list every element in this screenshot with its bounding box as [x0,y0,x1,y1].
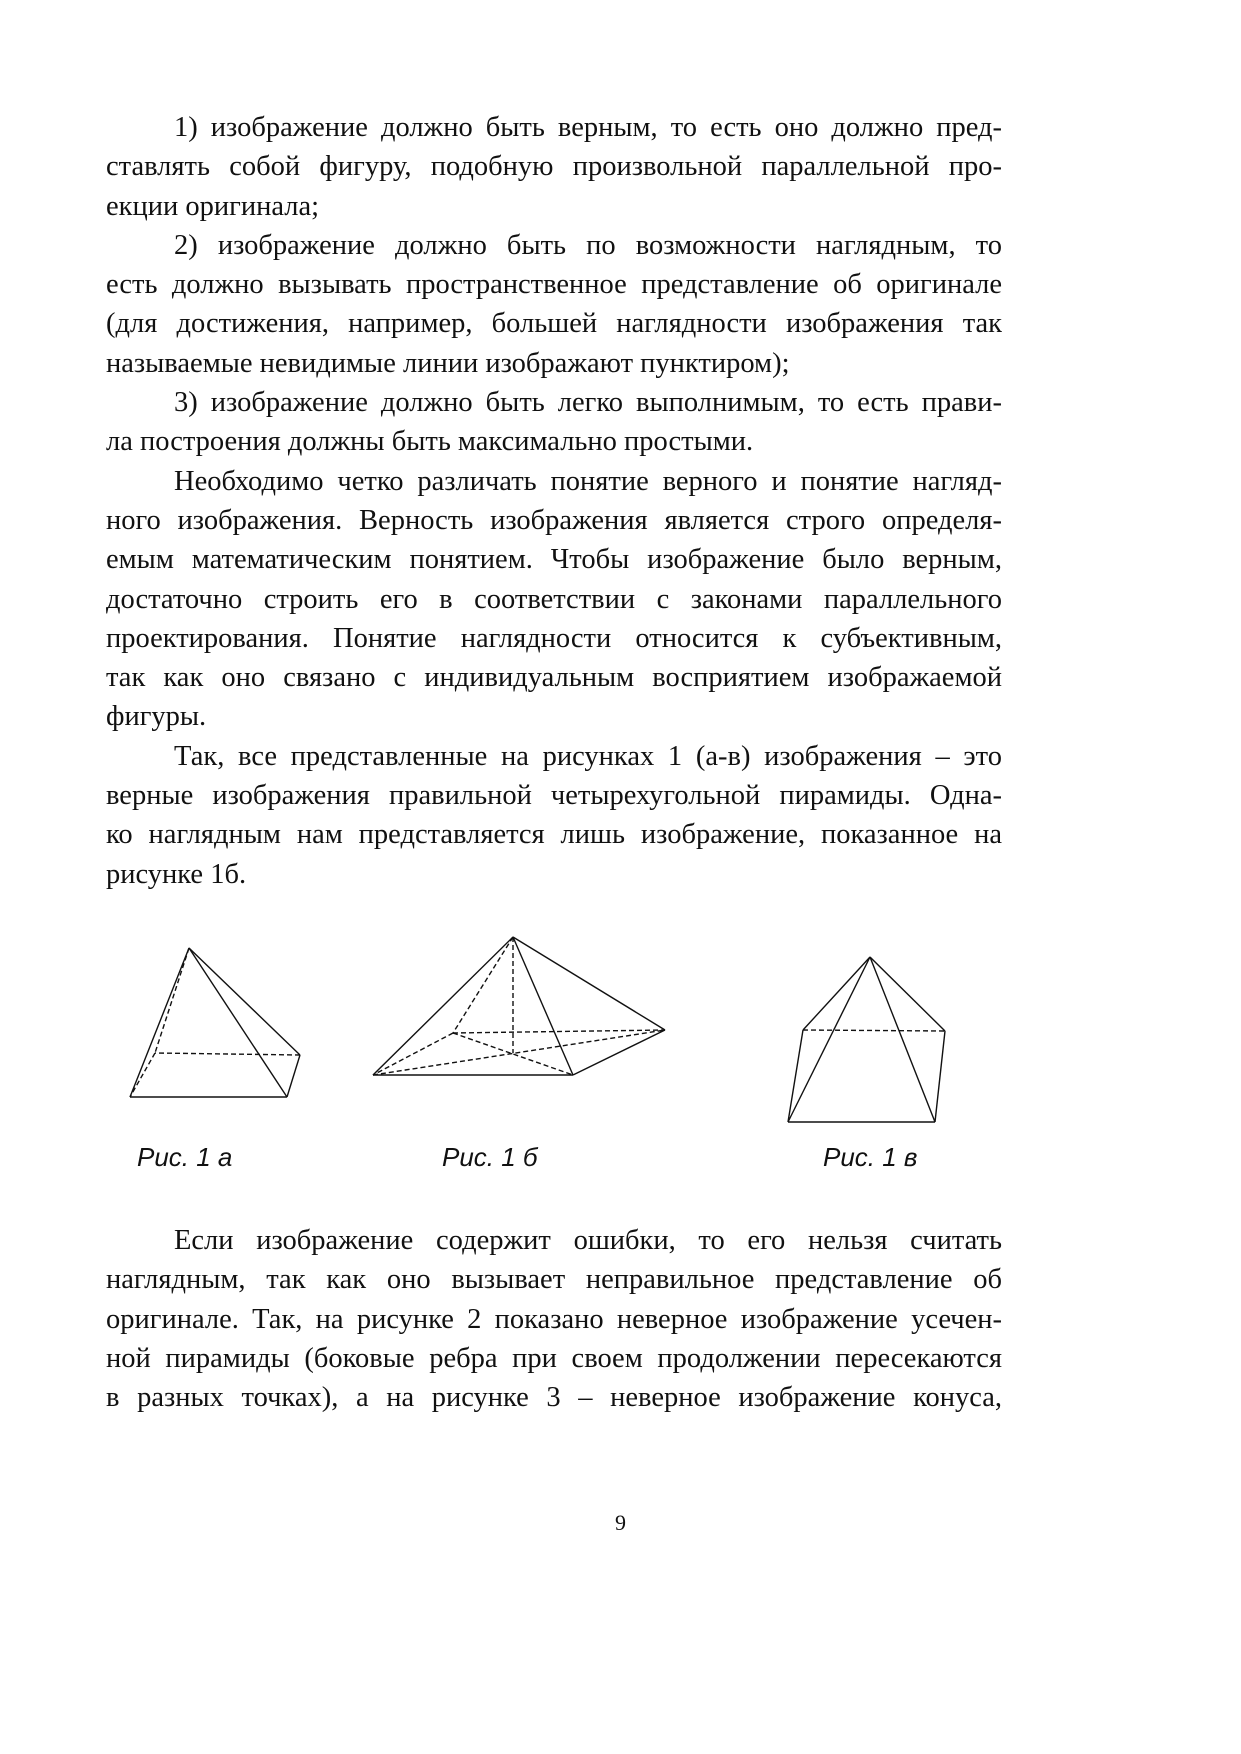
figure-1a-pyramid [130,948,300,1097]
figure-1c-caption: Рис. 1 в [823,1142,918,1172]
paragraph-line: (для достижения, например, большей наглядности изображения так [106,308,1002,340]
paragraph-line: в разных точках), а на рисунке 3 – неверное изображение конуса, [106,1382,1002,1414]
paragraph-line: ставлять собой фигуру, подобную произвольной параллельной про- [106,151,1002,183]
paragraph-line: ного изображения. Верность изображения является строго определя- [106,504,1002,536]
paragraph-line: ной пирамиды (боковые ребра при своем продолжении пересекаются [106,1342,1002,1374]
paragraph-line: 1) изображение должно быть верным, то есть оно должно пред- [174,112,1002,143]
paragraph-line: рисунке 1б. [106,858,247,890]
paragraph-line: ко наглядным нам представляется лишь изображение, показанное на [106,819,1002,851]
paragraph-line: Если изображение содержит ошибки, то его нельзя считать [174,1225,1002,1256]
paragraph-line: емым математическим понятием. Чтобы изображение было верным, [106,544,1002,576]
paragraph-line: называемые невидимые линии изображают пунктиром); [106,347,790,379]
figure-1a-caption: Рис. 1 а [137,1142,233,1172]
paragraph-line: Так, все представленные на рисунках 1 (а-в) изображения – это [174,740,1002,772]
paragraph-line: 2) изображение должно быть по возможности наглядным, то [174,229,1002,261]
page-number: 9 [615,1510,626,1535]
paragraph-line: так как оно связано с индивидуальным восприятием изображаемой [106,662,1002,694]
figure-1c-pyramid [788,957,945,1122]
paragraph-line: достаточно строить его в соответствии с законами параллельного [106,583,1002,615]
paragraph-line: есть должно вызывать пространственное представление об оригинале [106,269,1002,301]
body-text-bottom [106,1221,1002,1417]
paragraph-line: ла построения должны быть максимально простыми. [106,426,754,458]
paragraph-line: фигуры. [106,701,207,733]
paragraph-line: екции оригинала; [106,190,320,222]
figure-1b-pyramid [373,937,665,1075]
paragraph-line: 3) изображение должно быть легко выполнимым, то есть прави- [174,387,1002,419]
paragraph-line: наглядным, так как оно вызывает неправильное представление об [106,1264,1002,1296]
paragraph-line: оригинале. Так, на рисунке 2 показано неверное изображение усечен- [106,1303,1002,1335]
paragraph-line: верные изображения правильной четырехугольной пирамиды. Одна- [106,780,1002,812]
paragraph-line: проектирования. Понятие наглядности относится к субъективным, [106,622,1002,654]
figure-1b-caption: Рис. 1 б [442,1142,538,1172]
paragraph-line: Необходимо четко различать понятие верного и понятие нагляд- [174,465,1002,497]
